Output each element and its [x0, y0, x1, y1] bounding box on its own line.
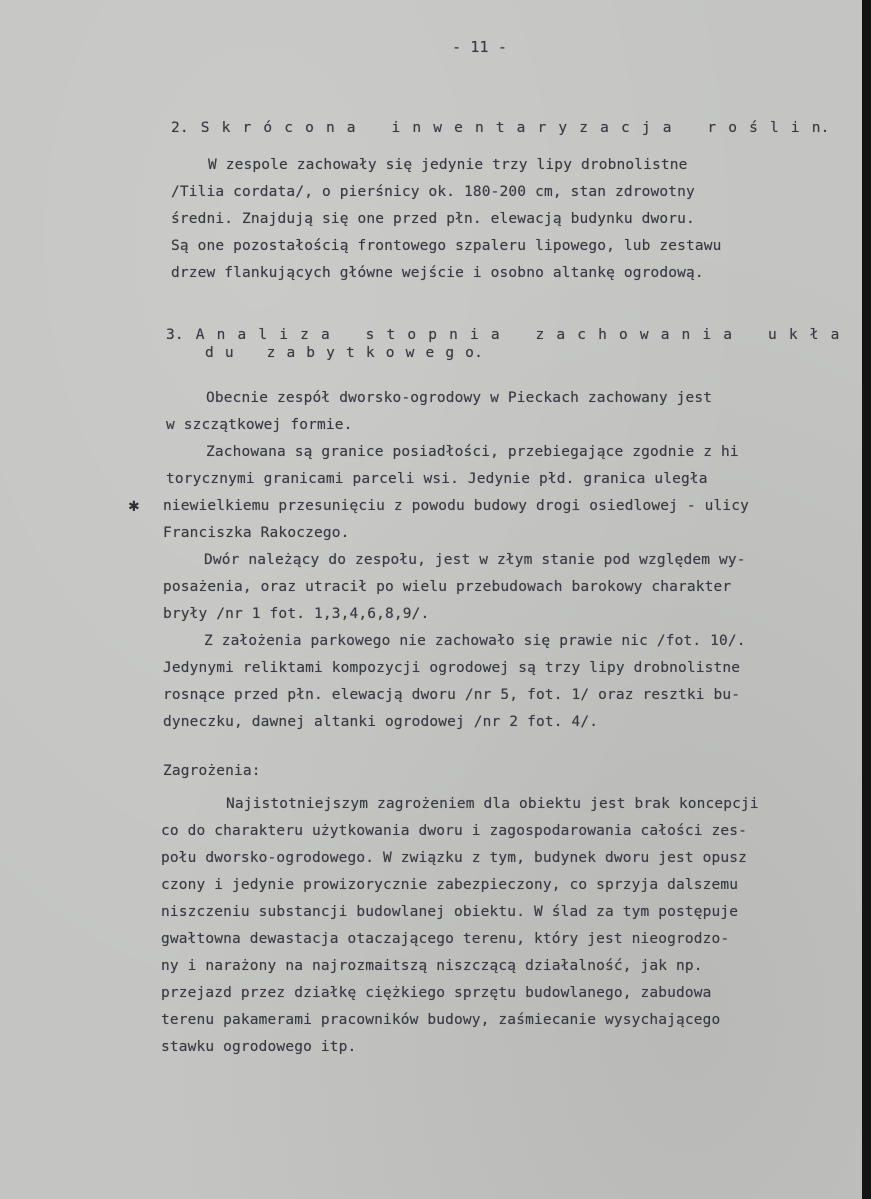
text-line: czony i jedynie prowizorycznie zabezpieczony, co sprzyja dalszemu [161, 877, 739, 893]
text-line: Z założenia parkowego nie zachowało się prawie nic /fot. 10/. [204, 633, 746, 649]
text-line: przejazd przez działkę ciężkiego sprzętu budowlanego, zabudowa [161, 985, 712, 1001]
text-line: posażenia, oraz utracił po wielu przebudowach barokowy charakter [163, 579, 732, 595]
text-line: W zespole zachowały się jedynie trzy lipy drobnolistne [208, 157, 688, 173]
text-line: gwałtowna dewastacja otaczającego terenu, który jest nieogrodzo- [161, 931, 730, 947]
text-line: Franciszka Rakoczego. [163, 525, 350, 541]
page-number: - 11 - [452, 38, 508, 56]
text-line: dyneczku, dawnej altanki ogrodowej /nr 2 fot. 4/. [163, 714, 599, 730]
section-3-heading: 3. A n a l i z a s t o p n i a z a c h o w a n i a u k ł a [166, 327, 840, 343]
margin-asterisk-icon: ✱ [128, 499, 140, 515]
text-line: torycznymi granicami parceli wsi. Jedynie płd. granica uległa [166, 471, 708, 487]
text-line: niszczeniu substancji budowlanej obiektu. W ślad za tym postępuje [161, 904, 739, 920]
threats-heading: Zagrożenia: [163, 763, 261, 779]
text-line: /Tilia cordata/, o pierśnicy ok. 180-200 cm, stan zdrowotny [171, 184, 695, 200]
text-line: stawku ogrodowego itp. [161, 1039, 357, 1055]
text-line: Jedynymi reliktami kompozycji ogrodowej są trzy lipy drobnolistne [163, 660, 741, 676]
text-line: Zachowana są granice posiadłości, przebiegające zgodnie z hi [206, 444, 739, 460]
text-line: Obecnie zespół dworsko-ogrodowy w Pieckach zachowany jest [206, 390, 713, 406]
text-line: połu dworsko-ogrodowego. W związku z tym, budynek dworu jest opusz [161, 850, 748, 866]
section-3-heading-cont: d u z a b y t k o w e g o. [205, 345, 484, 361]
text-line: średni. Znajdują się one przed płn. elewacją budynku dworu. [171, 211, 695, 227]
section-2-heading: 2. S k r ó c o n a i n w e n t a r y z a c j a r o ś l i n. [171, 120, 830, 136]
text-line: w szczątkowej formie. [166, 417, 353, 433]
text-line: ny i narażony na najrozmaitszą niszczącą działalność, jak np. [161, 958, 703, 974]
text-line: rosnące przed płn. elewacją dworu /nr 5, fot. 1/ oraz resztki bu- [163, 687, 741, 703]
text-line: bryły /nr 1 fot. 1,3,4,6,8,9/. [163, 606, 430, 622]
text-line: Najistotniejszym zagrożeniem dla obiektu jest brak koncepcji [226, 796, 759, 812]
text-line: drzew flankujących główne wejście i osobno altankę ogrodową. [171, 265, 704, 281]
text-line: terenu pakamerami pracowników budowy, zaśmiecanie wysychającego [161, 1012, 721, 1028]
text-line: Są one pozostałością frontowego szpaleru lipowego, lub zestawu [171, 238, 722, 254]
text-line: Dwór należący do zespołu, jest w złym stanie pod względem wy- [204, 552, 746, 568]
text-line: niewielkiemu przesunięciu z powodu budowy drogi osiedlowej - ulicy [163, 498, 750, 514]
text-line: co do charakteru użytkowania dworu i zagospodarowania całości zes- [161, 823, 748, 839]
page-edge-shadow [862, 0, 871, 1199]
